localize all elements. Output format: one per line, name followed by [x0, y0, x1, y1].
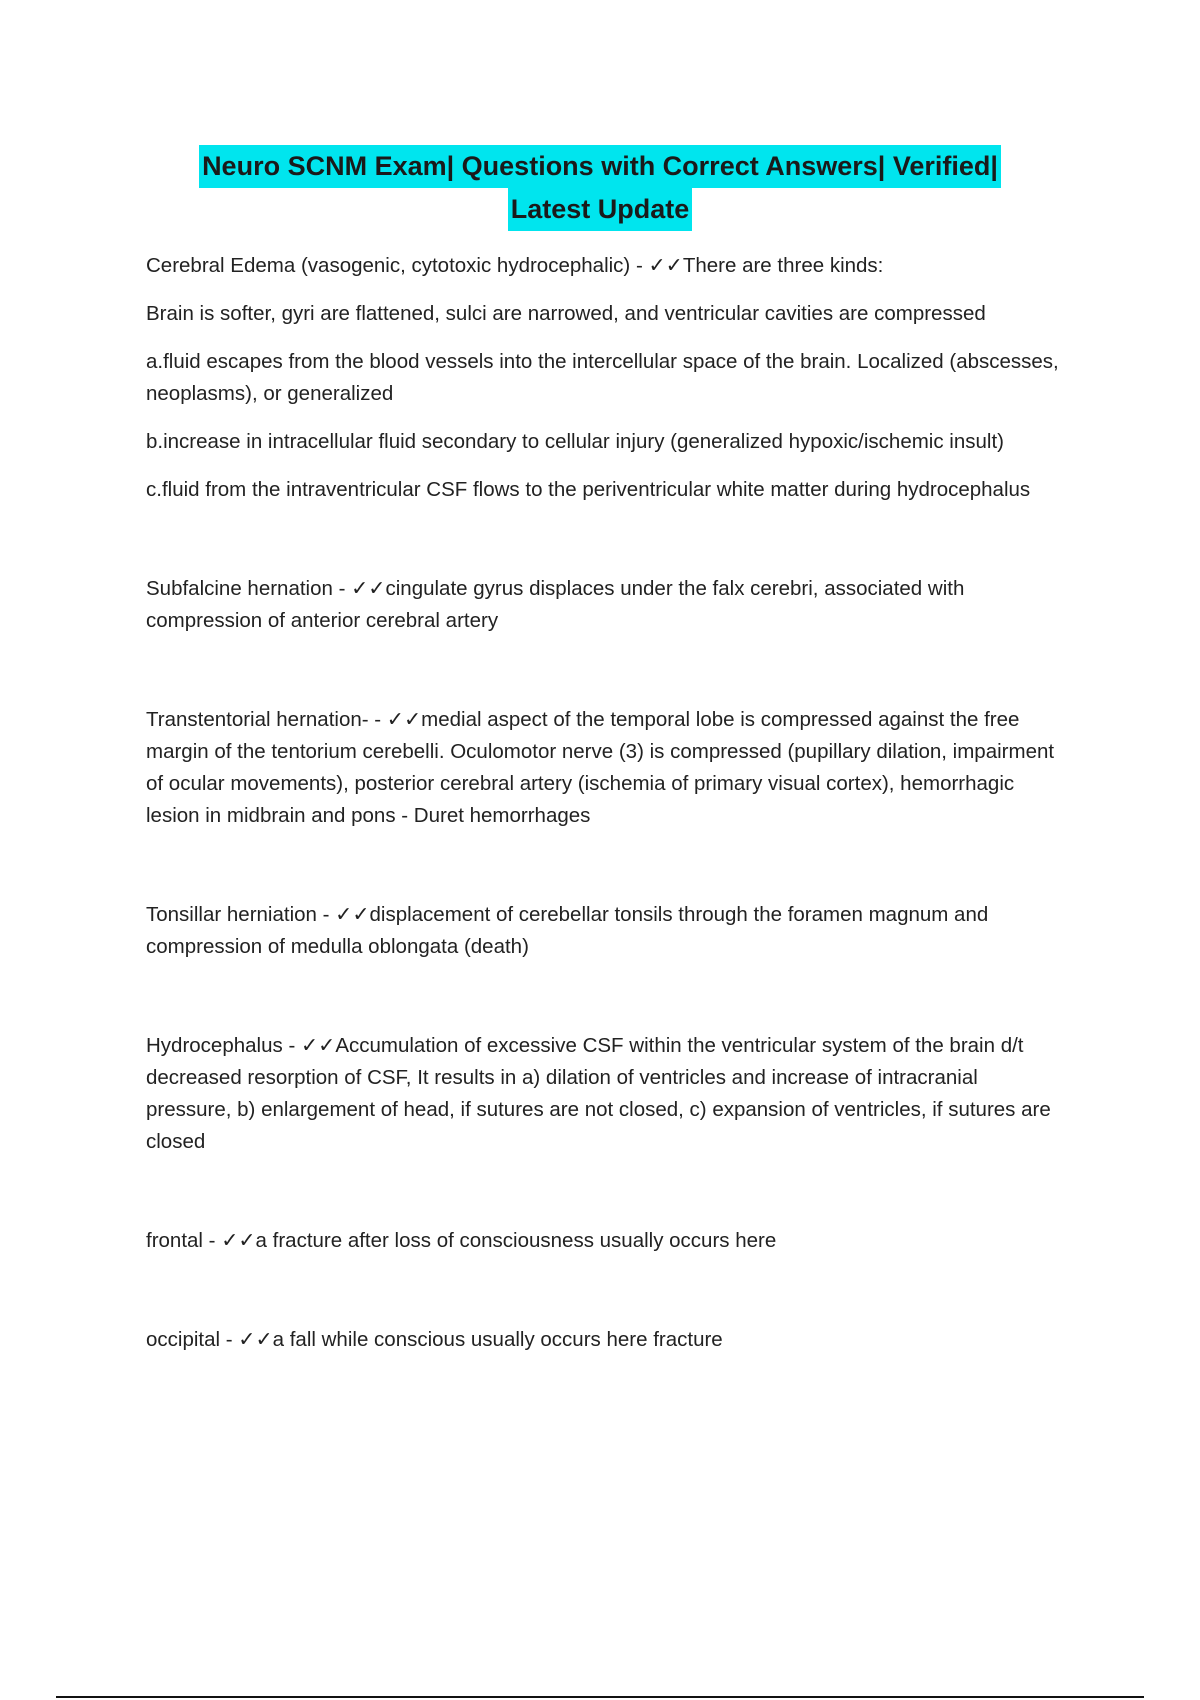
entry-hydrocephalic: c.fluid from the intraventricular CSF flows to the periventricular white matter during hydrocephalus — [146, 478, 1031, 501]
document-title — [0, 145, 1200, 231]
title-line-1: Neuro SCNM Exam| Questions with Correct Answers| Verified| — [199, 145, 1001, 188]
entry-occipital: occipital - ✓✓a fall while conscious usually occurs here fracture — [146, 1328, 723, 1351]
page-bottom-rule — [56, 1696, 1144, 1698]
entry-brain-softer: Brain is softer, gyri are flattened, sulci are narrowed, and ventricular cavities are compressed — [146, 302, 986, 325]
entry-vasogenic: a.fluid escapes from the blood vessels into the intercellular space of the brain. Localized (abscesses, neoplasms), or generalized — [146, 350, 1059, 405]
entry-subfalcine: Subfalcine hernation - ✓✓cingulate gyrus displaces under the falx cerebri, associated with compression of anterior cerebral artery — [146, 577, 965, 632]
entry-cytotoxic: b.increase in intracellular fluid secondary to cellular injury (generalized hypoxic/ischemic insult) — [146, 430, 1004, 453]
entry-cerebral-edema: Cerebral Edema (vasogenic, cytotoxic hydrocephalic) - ✓✓There are three kinds: — [146, 254, 884, 277]
entry-tonsillar: Tonsillar herniation - ✓✓displacement of cerebellar tonsils through the foramen magnum and compression of medulla oblongata (death) — [146, 903, 989, 958]
entry-frontal: frontal - ✓✓a fracture after loss of consciousness usually occurs here — [146, 1229, 777, 1252]
document-body — [146, 250, 1066, 1356]
entry-transtentorial: Transtentorial hernation- - ✓✓medial aspect of the temporal lobe is compressed against the free margin of the tentorium cerebelli. Oculomotor nerve (3) is compressed (pupillary dilation, impairment of ocular movements), posterior cerebral artery (ischemia of primary visual cortex), hemorrhagic lesion in midbrain and pons - Duret hemorrhages — [146, 708, 1055, 827]
entry-hydrocephalus: Hydrocephalus - ✓✓Accumulation of excessive CSF within the ventricular system of the brain d/t decreased resorption of CSF, It results in a) dilation of ventricles and increase of intracranial pressure, b) enlargement of head, if sutures are not closed, c) expansion of ventricles, if sutures are closed — [146, 1034, 1051, 1153]
title-line-2: Latest Update — [508, 188, 693, 231]
